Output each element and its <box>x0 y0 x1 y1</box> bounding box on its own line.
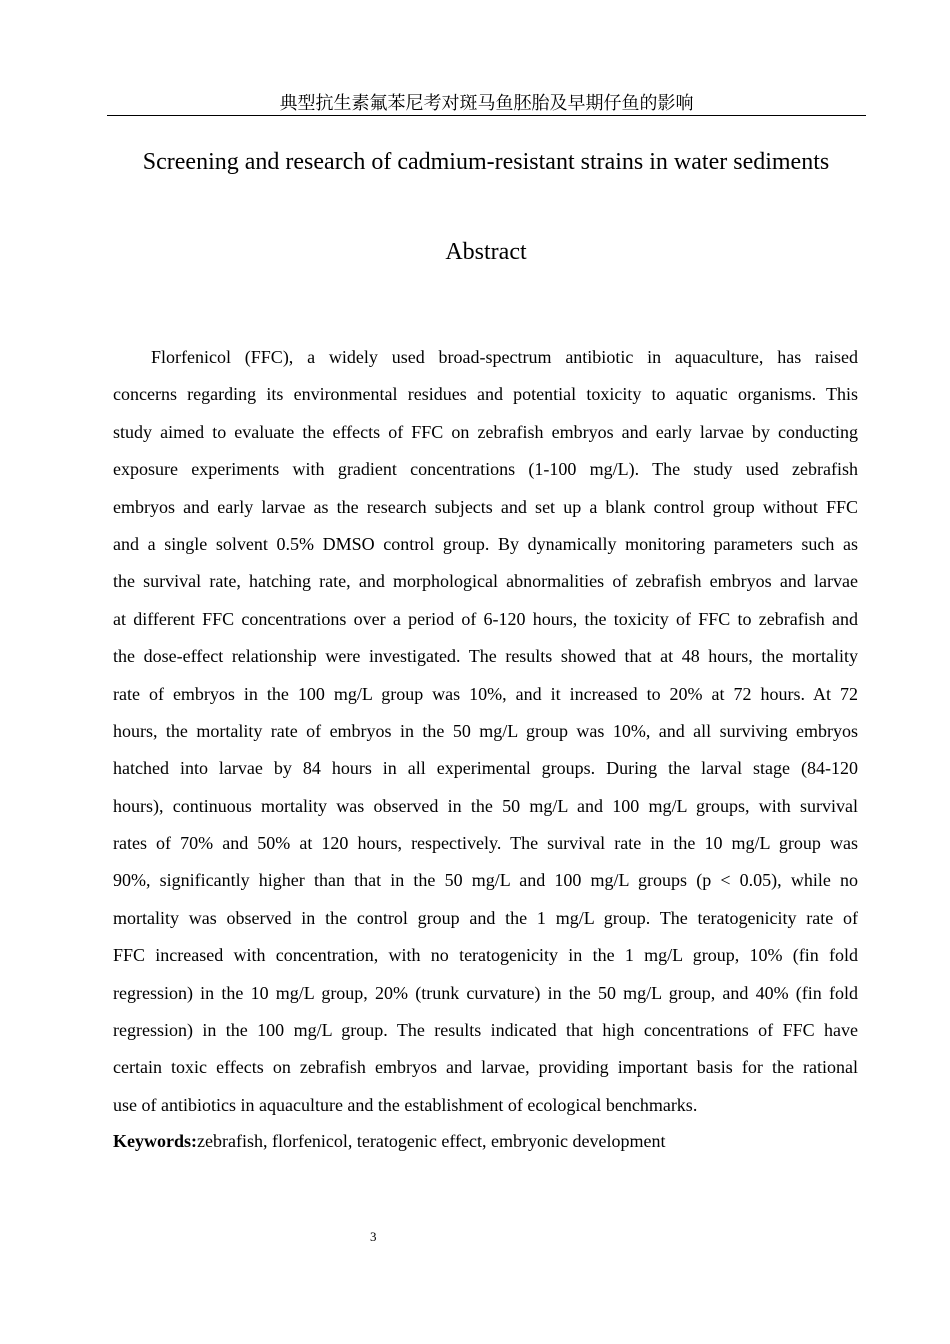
page-number: 3 <box>370 1229 377 1244</box>
running-header: 典型抗生素氟苯尼考对斑马鱼胚胎及早期仔鱼的影响 <box>107 92 866 116</box>
abstract-line: and a single solvent 0.5% DMSO control group. By dynamically monitoring parameters such as <box>113 533 858 554</box>
keywords-text: zebrafish, florfenicol, teratogenic effect, embryonic development <box>197 1131 666 1151</box>
abstract-body <box>113 345 858 1130</box>
abstract-line: FFC increased with concentration, with no teratogenicity in the 1 mg/L group, 10% (fin fold <box>113 945 858 966</box>
abstract-line: hours), continuous mortality was observed in the 50 mg/L and 100 mg/L groups, with survival <box>113 795 858 816</box>
abstract-line: concerns regarding its environmental residues and potential toxicity to aquatic organisms. This <box>113 384 858 405</box>
abstract-line: mortality was observed in the control group and the 1 mg/L group. The teratogenicity rate of <box>113 907 858 928</box>
abstract-line: use of antibiotics in aquaculture and the establishment of ecological benchmarks. <box>113 1094 698 1115</box>
abstract-line: Florfenicol (FFC), a widely used broad-spectrum antibiotic in aquaculture, has raised <box>151 347 858 367</box>
abstract-line: 90%, significantly higher than that in the 50 mg/L and 100 mg/L groups (p < 0.05), while no <box>113 870 858 891</box>
abstract-line: embryos and early larvae as the research subjects and set up a blank control group without FFC <box>113 496 858 517</box>
abstract-line: regression) in the 100 mg/L group. The results indicated that high concentrations of FFC have <box>113 1020 858 1041</box>
keywords-label: Keywords: <box>113 1131 197 1151</box>
abstract-line: exposure experiments with gradient concentrations (1-100 mg/L). The study used zebrafish <box>113 459 858 480</box>
abstract-line: the dose-effect relationship were investigated. The results showed that at 48 hours, the mortality <box>113 646 858 667</box>
abstract-line: study aimed to evaluate the effects of FFC on zebrafish embryos and early larvae by conducting <box>113 421 858 442</box>
abstract-line: rate of embryos in the 100 mg/L group was 10%, and it increased to 20% at 72 hours. At 72 <box>113 683 858 704</box>
abstract-line: regression) in the 10 mg/L group, 20% (trunk curvature) in the 50 mg/L group, and 40% (fin fold <box>113 982 858 1003</box>
abstract-line: hours, the mortality rate of embryos in the 50 mg/L group was 10%, and all surviving embryos <box>113 720 858 741</box>
abstract-line: certain toxic effects on zebrafish embryos and larvae, providing important basis for the rational <box>113 1057 858 1078</box>
abstract-line: rates of 70% and 50% at 120 hours, respectively. The survival rate in the 10 mg/L group was <box>113 833 858 854</box>
keywords <box>113 1129 665 1153</box>
abstract-heading: Abstract <box>445 239 527 265</box>
abstract-line: the survival rate, hatching rate, and morphological abnormalities of zebrafish embryos and larvae <box>113 571 858 592</box>
abstract-line: hatched into larvae by 84 hours in all experimental groups. During the larval stage (84-120 <box>113 758 858 779</box>
paper-title: Screening and research of cadmium-resistant strains in water sediments <box>142 149 830 175</box>
abstract-line: at different FFC concentrations over a period of 6-120 hours, the toxicity of FFC to zebrafish and <box>113 608 858 629</box>
